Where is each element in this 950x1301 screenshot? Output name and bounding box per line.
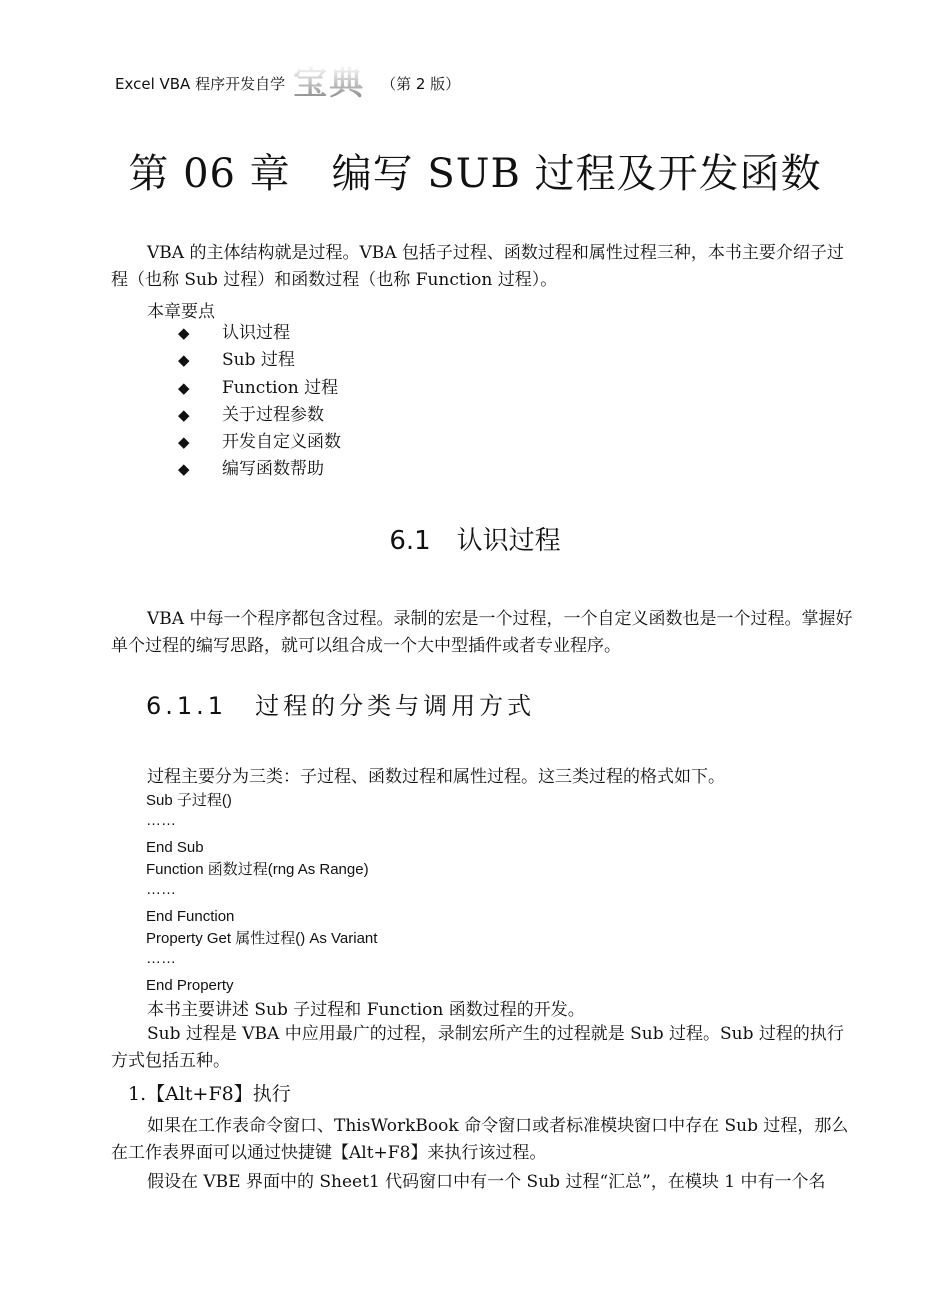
code-property-end: End Property	[146, 977, 234, 994]
edition-label: （第 2 版）	[381, 75, 461, 93]
page-header	[115, 60, 461, 103]
list-item: ◆ 认识过程	[178, 320, 341, 347]
code-property-start: Property Get 属性过程() As Variant	[146, 930, 378, 947]
list-item: ◆ 开发自定义函数	[178, 429, 341, 456]
book-title: Excel VBA 程序开发自学	[115, 75, 286, 93]
sub-procedure-paragraph: Sub 过程是 VBA 中应用最广的过程，录制宏所产生的过程就是 Sub 过程。Sub 过程的执行方式包括五种。	[111, 1024, 844, 1071]
section-6-1-paragraph: VBA 中每一个程序都包含过程。录制的宏是一个过程，一个自定义函数也是一个过程。掌握好单个过程的编写思路，就可以组合成一个大中型插件或者专业程序。	[111, 609, 853, 656]
list-item: ◆ Function 过程	[178, 375, 341, 402]
key-points-list	[178, 320, 341, 484]
code-ellipsis: ……	[146, 881, 176, 898]
code-function-start: Function 函数过程(rng As Range)	[146, 861, 369, 878]
intro-paragraph: VBA 的主体结构就是过程。VBA 包括子过程、函数过程和属性过程三种，本书主要介绍子过程（也称 Sub 过程）和函数过程（也称 Function 过程）。	[111, 243, 844, 290]
alt-f8-heading: 1.【Alt+F8】执行	[128, 1083, 291, 1105]
procedure-types-intro: 过程主要分为三类：子过程、函数过程和属性过程。这三类过程的格式如下。	[147, 767, 725, 787]
key-points-label: 本章要点	[147, 302, 215, 322]
section-heading-6-1-1: 6.1.1 过程的分类与调用方式	[146, 692, 536, 720]
code-sub-start: Sub 子过程()	[146, 792, 232, 809]
alt-f8-paragraph: 如果在工作表命令窗口、ThisWorkBook 命令窗口或者标准模块窗口中存在 Sub 过程，那么在工作表界面可以通过快捷键【Alt+F8】来执行该过程。	[111, 1116, 849, 1163]
code-function-end: End Function	[146, 908, 235, 925]
diamond-bullet-icon: ◆	[178, 324, 190, 342]
code-ellipsis: ……	[146, 950, 176, 967]
vbe-example-paragraph: 假设在 VBE 界面中的 Sheet1 代码窗口中有一个 Sub 过程“汇总”，在模块 1 中有一个名	[147, 1172, 826, 1192]
book-logo: 宝典	[293, 63, 366, 103]
list-item: ◆ 编写函数帮助	[178, 456, 341, 483]
diamond-bullet-icon: ◆	[178, 433, 190, 452]
list-item: ◆ Sub 过程	[178, 347, 341, 374]
chapter-title: 第 06 章 编写 SUB 过程及开发函数	[128, 151, 822, 197]
list-item: ◆ 关于过程参数	[178, 402, 341, 429]
diamond-bullet-icon: ◆	[178, 460, 190, 479]
section-heading-6-1: 6.1 认识过程	[389, 526, 561, 556]
book-focus-paragraph: 本书主要讲述 Sub 子过程和 Function 函数过程的开发。	[147, 1000, 585, 1020]
diamond-bullet-icon: ◆	[178, 351, 190, 370]
diamond-bullet-icon: ◆	[178, 378, 190, 397]
code-sub-end: End Sub	[146, 839, 204, 856]
code-ellipsis: ……	[146, 812, 176, 829]
diamond-bullet-icon: ◆	[178, 405, 190, 424]
